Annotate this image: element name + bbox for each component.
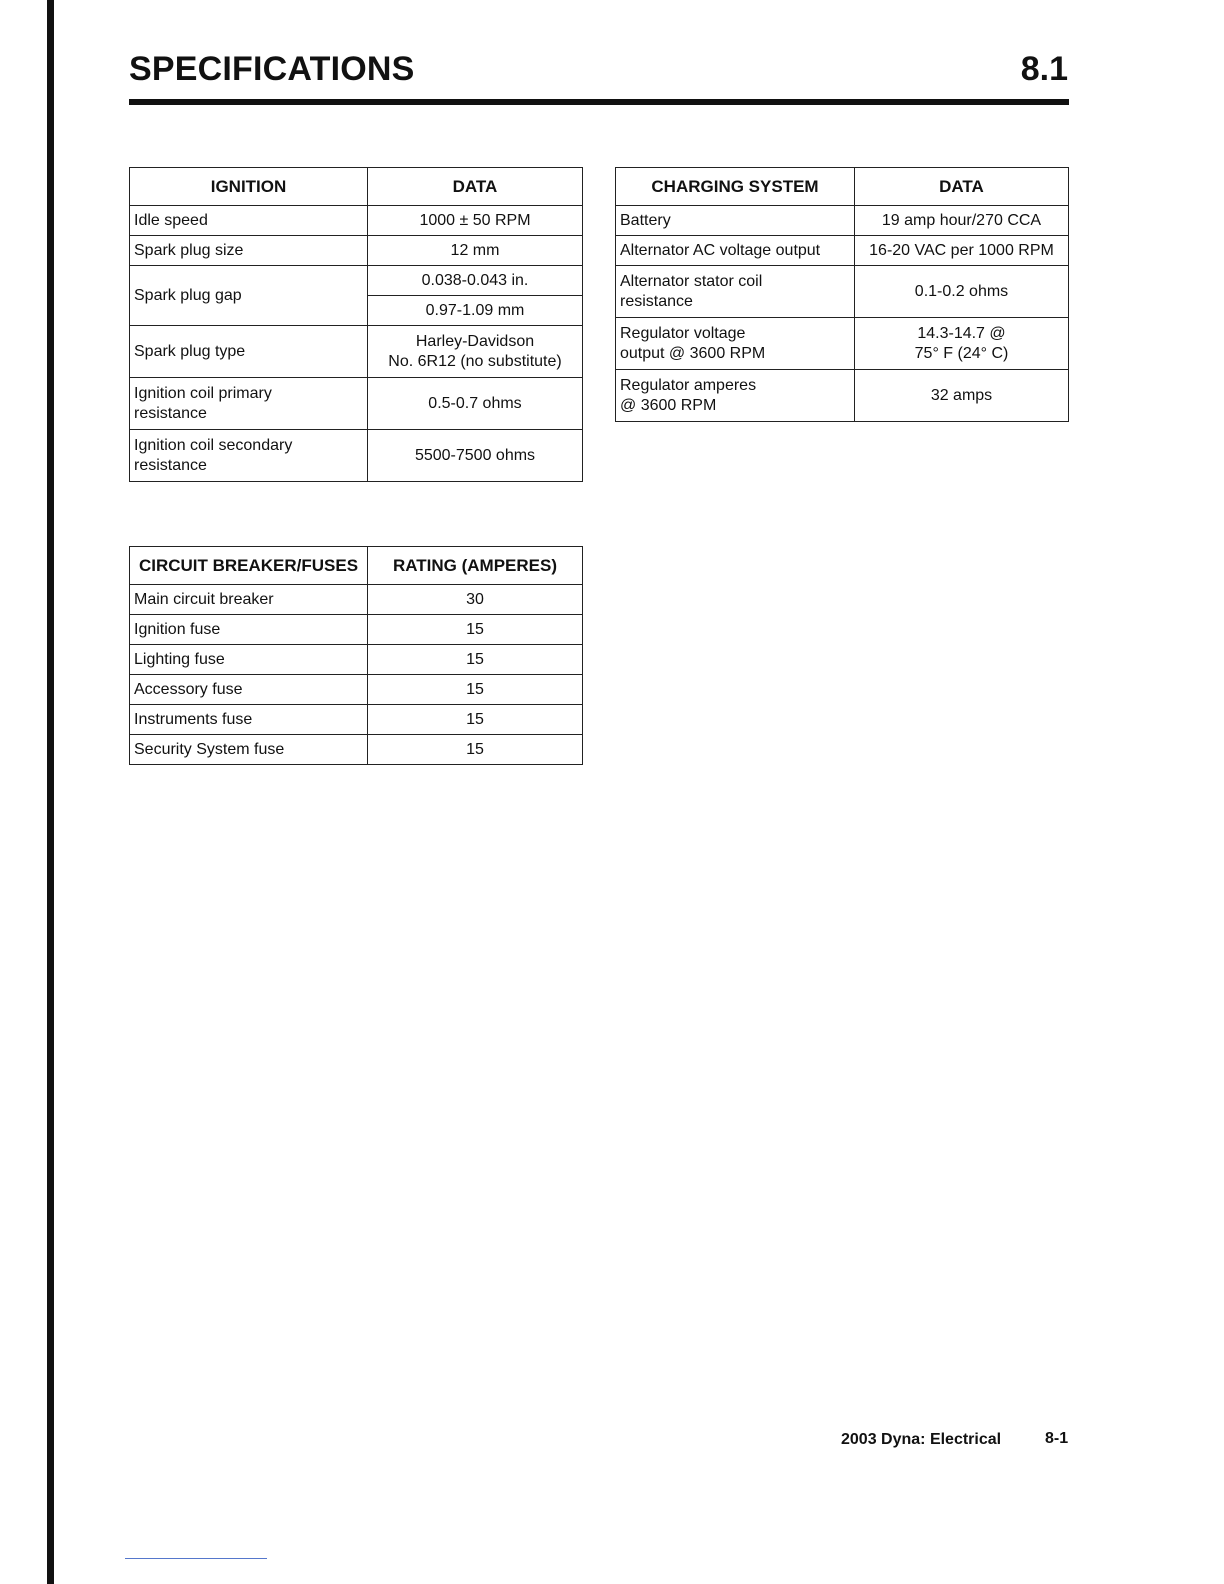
column-header: DATA [368,168,583,206]
row-value: 12 mm [368,236,583,266]
row-value: 15 [368,705,583,735]
row-label: Lighting fuse [130,645,368,675]
row-value-line: 14.3-14.7 @ [917,324,1006,342]
row-value: 15 [368,615,583,645]
footer-page-number: 8-1 [1045,1430,1069,1447]
header-rule [129,99,1069,105]
row-label: Ignition fuse [130,615,368,645]
table-row [616,236,1069,266]
row-label-line: output @ 3600 RPM [620,344,766,362]
row-value: 0.1-0.2 ohms [855,266,1069,318]
section-number: 8.1 [1020,50,1068,88]
table-row [130,430,583,482]
table-row [130,378,583,430]
row-label: Spark plug size [130,236,368,266]
footer-title: 2003 Dyna: Electrical [841,1431,1002,1448]
row-value: 32 amps [855,370,1069,422]
row-label: Main circuit breaker [130,585,368,615]
row-value-line: No. 6R12 (no substitute) [388,352,562,370]
binding-margin-bar [47,0,54,1584]
table-header-row [130,168,583,206]
column-header: DATA [855,168,1069,206]
charging-system-table [615,167,1069,422]
row-value [368,326,583,378]
row-label [130,430,368,482]
table-row [130,675,583,705]
scan-artifact-line [125,1558,267,1559]
row-label-line: resistance [134,456,207,474]
column-header: CIRCUIT BREAKER/FUSES [130,547,368,585]
table-row [616,206,1069,236]
row-label-line: Ignition coil secondary [134,436,293,454]
row-value: 0.97-1.09 mm [368,296,583,326]
row-label: Alternator AC voltage output [616,236,855,266]
column-header: IGNITION [130,168,368,206]
row-label-line: Regulator amperes [620,376,757,394]
row-value: 30 [368,585,583,615]
row-value-line: Harley-Davidson [415,332,535,350]
row-label [616,318,855,370]
table-row [616,318,1069,370]
row-value: 16-20 VAC per 1000 RPM [855,236,1069,266]
table-row [130,705,583,735]
row-label-line: resistance [134,404,207,422]
page-title: SPECIFICATIONS [129,50,415,88]
row-value: 19 amp hour/270 CCA [855,206,1069,236]
row-label-line: @ 3600 RPM [620,396,717,414]
row-label: Spark plug gap [130,266,368,326]
row-label [616,370,855,422]
table-row [130,266,583,296]
row-label: Accessory fuse [130,675,368,705]
table-header-row [130,547,583,585]
row-label: Battery [616,206,855,236]
ignition-table [129,167,583,482]
row-label: Security System fuse [130,735,368,765]
row-label [130,378,368,430]
table-row [130,735,583,765]
table-row [130,585,583,615]
column-header: RATING (AMPERES) [368,547,583,585]
table-header-row [616,168,1069,206]
row-value: 15 [368,735,583,765]
row-label [616,266,855,318]
row-label: Spark plug type [130,326,368,378]
row-label: Instruments fuse [130,705,368,735]
row-label-line: Ignition coil primary [134,384,272,402]
column-header: CHARGING SYSTEM [616,168,855,206]
row-label: Idle speed [130,206,368,236]
row-value: 0.038-0.043 in. [368,266,583,296]
row-value: 1000 ± 50 RPM [368,206,583,236]
row-label-line: Alternator stator coil [620,272,763,290]
row-value: 15 [368,645,583,675]
table-row [130,615,583,645]
row-value: 15 [368,675,583,705]
table-row [130,206,583,236]
table-row [616,370,1069,422]
row-label-line: Regulator voltage [620,324,746,342]
row-label-line: resistance [620,292,693,310]
table-row [130,645,583,675]
row-value: 5500-7500 ohms [368,430,583,482]
row-value [855,318,1069,370]
table-row [130,236,583,266]
row-value-line: 75° F (24° C) [914,344,1009,362]
table-row [616,266,1069,318]
row-value: 0.5-0.7 ohms [368,378,583,430]
table-row [130,326,583,378]
circuit-breaker-fuses-table [129,546,583,765]
